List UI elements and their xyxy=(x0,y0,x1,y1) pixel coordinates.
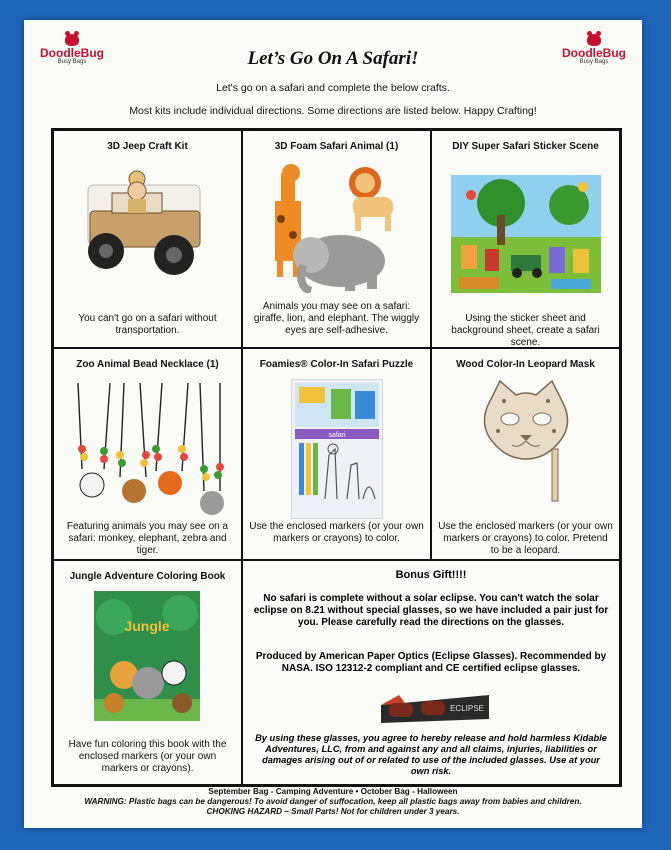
jeep-craft-image xyxy=(82,165,212,283)
leopard-mask-image xyxy=(476,379,576,505)
craft-title: Foamies® Color-In Safari Puzzle xyxy=(259,359,414,370)
craft-title: 3D Foam Safari Animal (1) xyxy=(274,141,399,152)
craft-cell-bead-necklace xyxy=(53,348,242,560)
craft-description: Use the enclosed markers (or your own markers or crayons) to color. Pretend to be a leopard. xyxy=(438,521,613,556)
craft-description: Use the enclosed markers (or your own markers or crayons) to color. xyxy=(249,521,424,544)
craft-description: Have fun coloring this book with the enclosed markers (or your own markers or crayons). xyxy=(68,739,227,774)
craft-title: Zoo Animal Bead Necklace (1) xyxy=(76,359,219,370)
puzzle-package-label: safari xyxy=(328,432,346,439)
eclipse-glasses-image xyxy=(379,691,491,727)
plastic-bag-warning: WARNING: Plastic bags can be dangerous! To avoid danger of suffocation, keep all plastic bags away from babies and children. xyxy=(84,797,582,806)
sticker-scene-image xyxy=(451,175,601,293)
craft-description: Animals you may see on a safari: giraffe, lion, and elephant. The wiggly eyes are self-adhesive. xyxy=(253,301,420,336)
craft-title: Wood Color-In Leopard Mask xyxy=(456,359,595,370)
craft-description: Featuring animals you may see on a safari: monkey, elephant, zebra and tiger. xyxy=(66,521,229,556)
craft-sheet xyxy=(24,20,642,828)
bonus-title: Bonus Gift!!!! xyxy=(395,569,467,581)
bonus-disclaimer: By using these glasses, you agree to hereby release and hold harmless Kidable Adventures, LLC, from and against any and all claims, injuries, liabilities or damages arising out of or related to use of the included glasses. Use at your own risk. xyxy=(255,733,607,776)
coloring-book-cover-title: Jungle xyxy=(124,618,170,634)
ladybug-icon xyxy=(65,34,79,46)
craft-title: Jungle Adventure Coloring Book xyxy=(69,571,226,582)
craft-description: Using the sticker sheet and background sheet, create a safari scene. xyxy=(451,313,600,348)
bonus-paragraph-2: Produced by American Paper Optics (Eclipse Glasses). Recommended by NASA. ISO 12312-2 compliant and CE certified eclipse glasses. xyxy=(255,651,607,674)
puzzle-image xyxy=(291,379,383,519)
craft-cell-leopard-mask xyxy=(431,348,620,560)
doodlebug-logo-left: DoodleBug Busy Bags xyxy=(40,34,104,66)
crafts-grid xyxy=(51,128,622,787)
choking-hazard-warning: CHOKING HAZARD – Small Parts! Not for children under 3 years. xyxy=(206,807,460,816)
craft-title: 3D Jeep Craft Kit xyxy=(107,141,188,152)
craft-cell-foamies-puzzle xyxy=(242,348,431,560)
craft-title: DIY Super Safari Sticker Scene xyxy=(452,141,599,152)
craft-cell-foam-animal xyxy=(242,130,431,348)
intro-line-1: Let's go on a safari and complete the below crafts. xyxy=(216,82,450,94)
craft-cell-sticker-scene xyxy=(431,130,620,348)
craft-description: You can't go on a safari without transportation. xyxy=(78,313,217,336)
coloring-book-image xyxy=(94,591,200,721)
intro-line-2: Most kits include individual directions. Some directions are listed below. Happy Crafting! xyxy=(129,105,537,117)
ladybug-icon xyxy=(587,34,601,46)
craft-cell-coloring-book xyxy=(53,560,242,785)
doodlebug-logo-right: DoodleBug Busy Bags xyxy=(562,34,626,66)
bead-necklace-image xyxy=(70,379,226,519)
foam-animals-image xyxy=(263,161,413,293)
eclipse-glasses-print: ECLIPSE xyxy=(450,704,484,713)
craft-cell-jeep xyxy=(53,130,242,348)
upcoming-bags: September Bag - Camping Adventure • October Bag - Halloween xyxy=(208,787,458,796)
page-title: Let’s Go On A Safari! xyxy=(247,48,419,69)
bonus-paragraph-1: No safari is complete without a solar eclipse. You can't watch the solar eclipse on 8.21 without special glasses, so we have included a pair just for you. Please carefully read the directions on the glasses. xyxy=(253,593,609,628)
bonus-gift-cell xyxy=(242,560,620,785)
